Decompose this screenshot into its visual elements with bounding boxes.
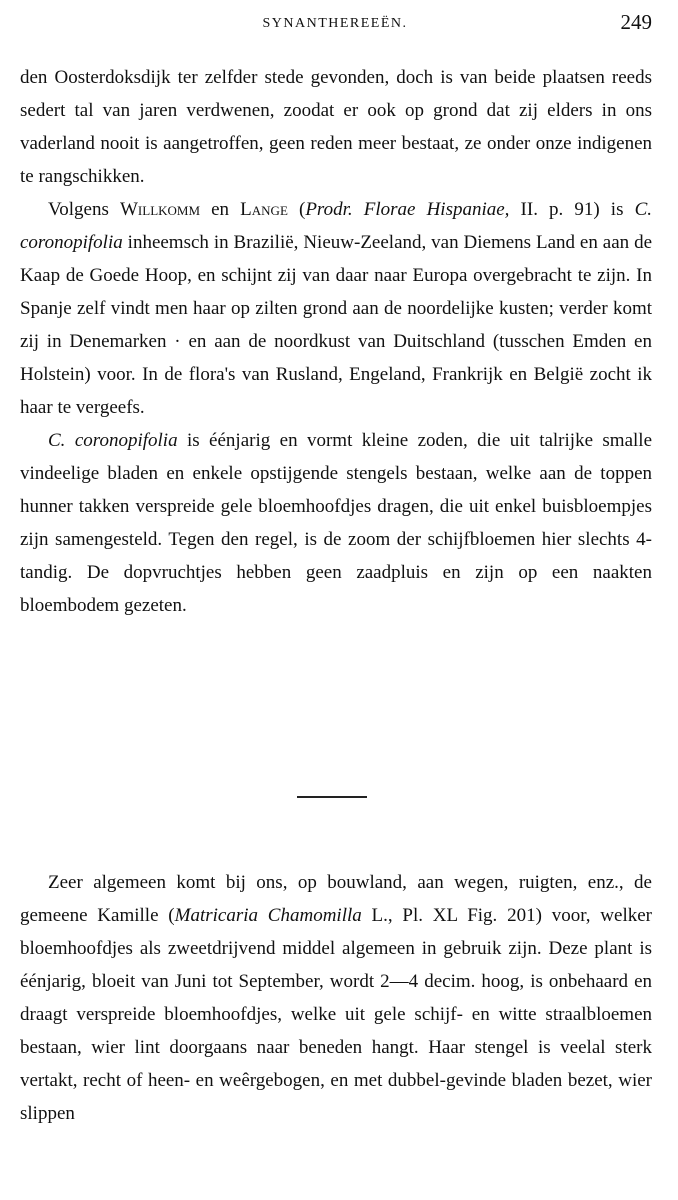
text-block-lower — [20, 866, 652, 1130]
text-span: Zeer algemeen komt bij ons, op bouwland, aan wegen, ruigten, enz., de gemeene Kamille ( — [20, 872, 652, 926]
text-span: en — [200, 199, 241, 220]
text-span: inheemsch in Brazilië, Nieuw-Zeeland, van Diemens Land en aan de Kaap de Goede Hoop, en schijnt zij van daar naar Europa overgebracht te zijn. In Spanje zelf vindt men haar op zilten grond aan de noordelijke kusten; verder komt zij in Denemarken · en aan de noordkust van Duitschland (tusschen Emden en Holstein) voor. In de flora's van Rusland, Engeland, Frankrijk en België zocht ik haar te vergeefs. — [20, 232, 652, 418]
text-block-upper — [20, 61, 652, 622]
author-name-lange: Lange — [240, 199, 288, 220]
paragraph-description — [20, 424, 652, 622]
text-span: ( — [287, 199, 306, 220]
species-name: C. coronopifolia — [48, 430, 178, 451]
text-span: is éénjarig en vormt kleine zoden, die uit talrijke smalle vindeelige bladen en enkele opstijgende stengels bestaan, welke aan de toppen hunner takken verspreide gele bloemhoofdjes dragen, die uit enkel buisbloempjes zijn samengesteld. Tegen den regel, is de zoom der schijfbloemen hier slechts 4-tandig. De dopvruchtjes hebben geen zaadpluis en zijn op een naakten bloembodem gezeten. — [20, 430, 653, 616]
text-span: II. p. 91) is — [509, 199, 635, 220]
species-name: Matricaria Chamomilla — [174, 905, 362, 926]
author-name-willkomm: Willkomm — [119, 199, 201, 220]
reference-title: Prodr. Florae Hispaniae, — [305, 199, 510, 220]
species-name: C. coronopifolia — [20, 199, 653, 253]
running-title: SYNANTHEREEËN. — [262, 16, 408, 31]
page-number: 249 — [620, 10, 652, 34]
paragraph-willkomm-lange — [20, 193, 652, 424]
text-span: L., Pl. XL Fig. 201) voor, welker bloemhoofdjes als zweetdrijvend middel algemeen in gebruik zijn. Deze plant is éénjarig, bloeit van Juni tot September, wordt 2—4 decim. hoog, is onbehaard en draagt verspreide bloemhoofdjes, welke uit gele schijf- en witte straalbloemen bestaan, wier lint doorgaans naar beneden hangt. Haar stengel is veelal sterk vertakt, recht of heen- en weêrgebogen, en met dubbel-gevinde bladen bezet, wier slippen — [20, 905, 652, 1124]
section-separator — [297, 796, 367, 798]
page-header — [18, 10, 652, 38]
text-span: Volgens — [48, 199, 120, 220]
paragraph-kamille — [20, 866, 652, 1130]
paragraph-continuation: den Oosterdoksdijk ter zelfder stede gevonden, doch is van beide plaatsen reeds sedert tal van jaren verdwenen, zoodat er ook op grond dat zij elders in ons vaderland nooit is aangetroffen, geen reden meer bestaat, ze onder onze indigenen te rangschikken. — [20, 67, 652, 187]
